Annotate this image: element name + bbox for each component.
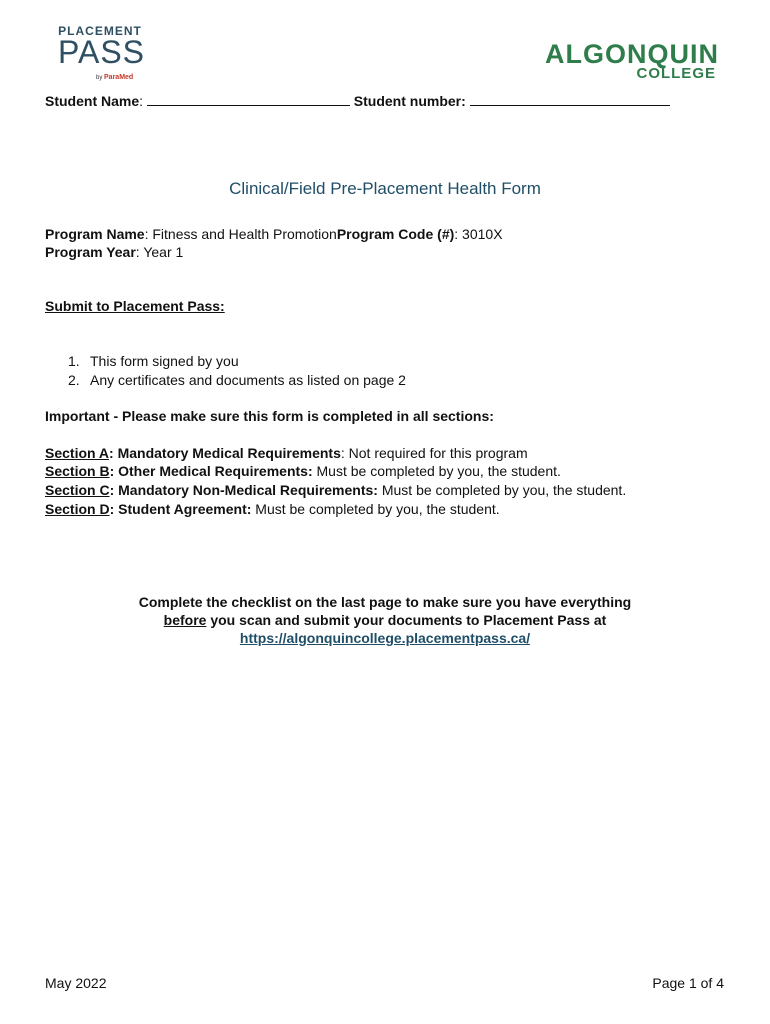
section-a-desc: : Not required for this program — [340, 445, 528, 461]
checklist-before: before — [163, 612, 207, 628]
program-year-row — [45, 244, 183, 260]
list-item — [68, 371, 406, 390]
placement-pass-logo — [58, 24, 145, 84]
section-b-label: : Other Medical Requirements: — [109, 463, 313, 479]
placement-pass-logo-top: PLACEMENT — [58, 24, 142, 38]
section-d-link[interactable]: Section D — [45, 501, 110, 517]
program-year-label: Program Year — [45, 244, 136, 260]
list-item-number: 2. — [68, 372, 80, 388]
section-c-label: : Mandatory Non-Medical Requirements: — [109, 482, 378, 498]
algonquin-logo — [545, 40, 720, 82]
student-name-field[interactable] — [147, 93, 350, 106]
student-name-colon: : — [139, 93, 144, 109]
checklist-note — [0, 593, 770, 647]
checklist-line-2 — [0, 611, 770, 629]
list-item-number: 1. — [68, 353, 80, 369]
section-a-link[interactable]: Section A — [45, 445, 110, 461]
checklist-line-3 — [0, 629, 770, 647]
program-name-label: Program Name — [45, 226, 145, 242]
placement-pass-logo-by — [96, 74, 133, 81]
student-number-label: Student number: — [353, 93, 466, 109]
footer-date: May 2022 — [45, 975, 107, 991]
section-d-desc: Must be completed by you, the student. — [251, 501, 500, 517]
section-c-desc: Must be completed by you, the student. — [377, 482, 627, 498]
paramed-brand: ParaMed — [104, 74, 134, 81]
list-item — [68, 352, 406, 371]
program-year-value: : Year 1 — [135, 244, 184, 260]
section-a-label: : Mandatory Medical Requirements — [109, 445, 341, 461]
program-name-value: : Fitness and Health Promotion — [144, 226, 337, 242]
program-name-row — [45, 226, 503, 242]
program-code-label: Program Code (#) — [336, 226, 455, 242]
algonquin-logo-main: ALGONQUIN — [545, 39, 719, 69]
form-title: Clinical/Field Pre-Placement Health Form — [229, 179, 541, 198]
list-item-text: This form signed by you — [90, 353, 239, 369]
list-item-text: Any certificates and documents as listed on page 2 — [90, 372, 406, 388]
checklist-line-1: Complete the checklist on the last page to make sure you have everything — [138, 594, 632, 610]
section-d-row — [45, 501, 500, 517]
placement-pass-url-link[interactable]: https://algonquincollege.placementpass.ca/ — [239, 630, 531, 646]
section-b-link[interactable]: Section B — [45, 463, 110, 479]
section-d-label: : Student Agreement: — [109, 501, 252, 517]
submit-heading: Submit to Placement Pass: — [45, 298, 225, 314]
placement-pass-by-text: by — [96, 75, 103, 81]
section-a-row — [45, 445, 528, 461]
important-note: Important - Please make sure this form is completed in all sections: — [45, 408, 494, 424]
section-b-desc: Must be completed by you, the student. — [312, 463, 561, 479]
section-b-row — [45, 463, 561, 479]
submit-list — [45, 352, 406, 390]
program-code-value: : 3010X — [454, 226, 503, 242]
section-c-row — [45, 482, 626, 498]
footer-page-number: Page 1 of 4 — [652, 975, 724, 991]
placement-pass-logo-main: PASS — [58, 34, 145, 70]
algonquin-logo-sub: COLLEGE — [636, 65, 716, 82]
student-name-label: Student Name — [45, 93, 140, 109]
section-c-link[interactable]: Section C — [45, 482, 110, 498]
student-info-row — [45, 93, 670, 109]
checklist-line-2-rest: you scan and submit your documents to Placement Pass at — [206, 612, 607, 628]
student-number-field[interactable] — [470, 93, 670, 106]
